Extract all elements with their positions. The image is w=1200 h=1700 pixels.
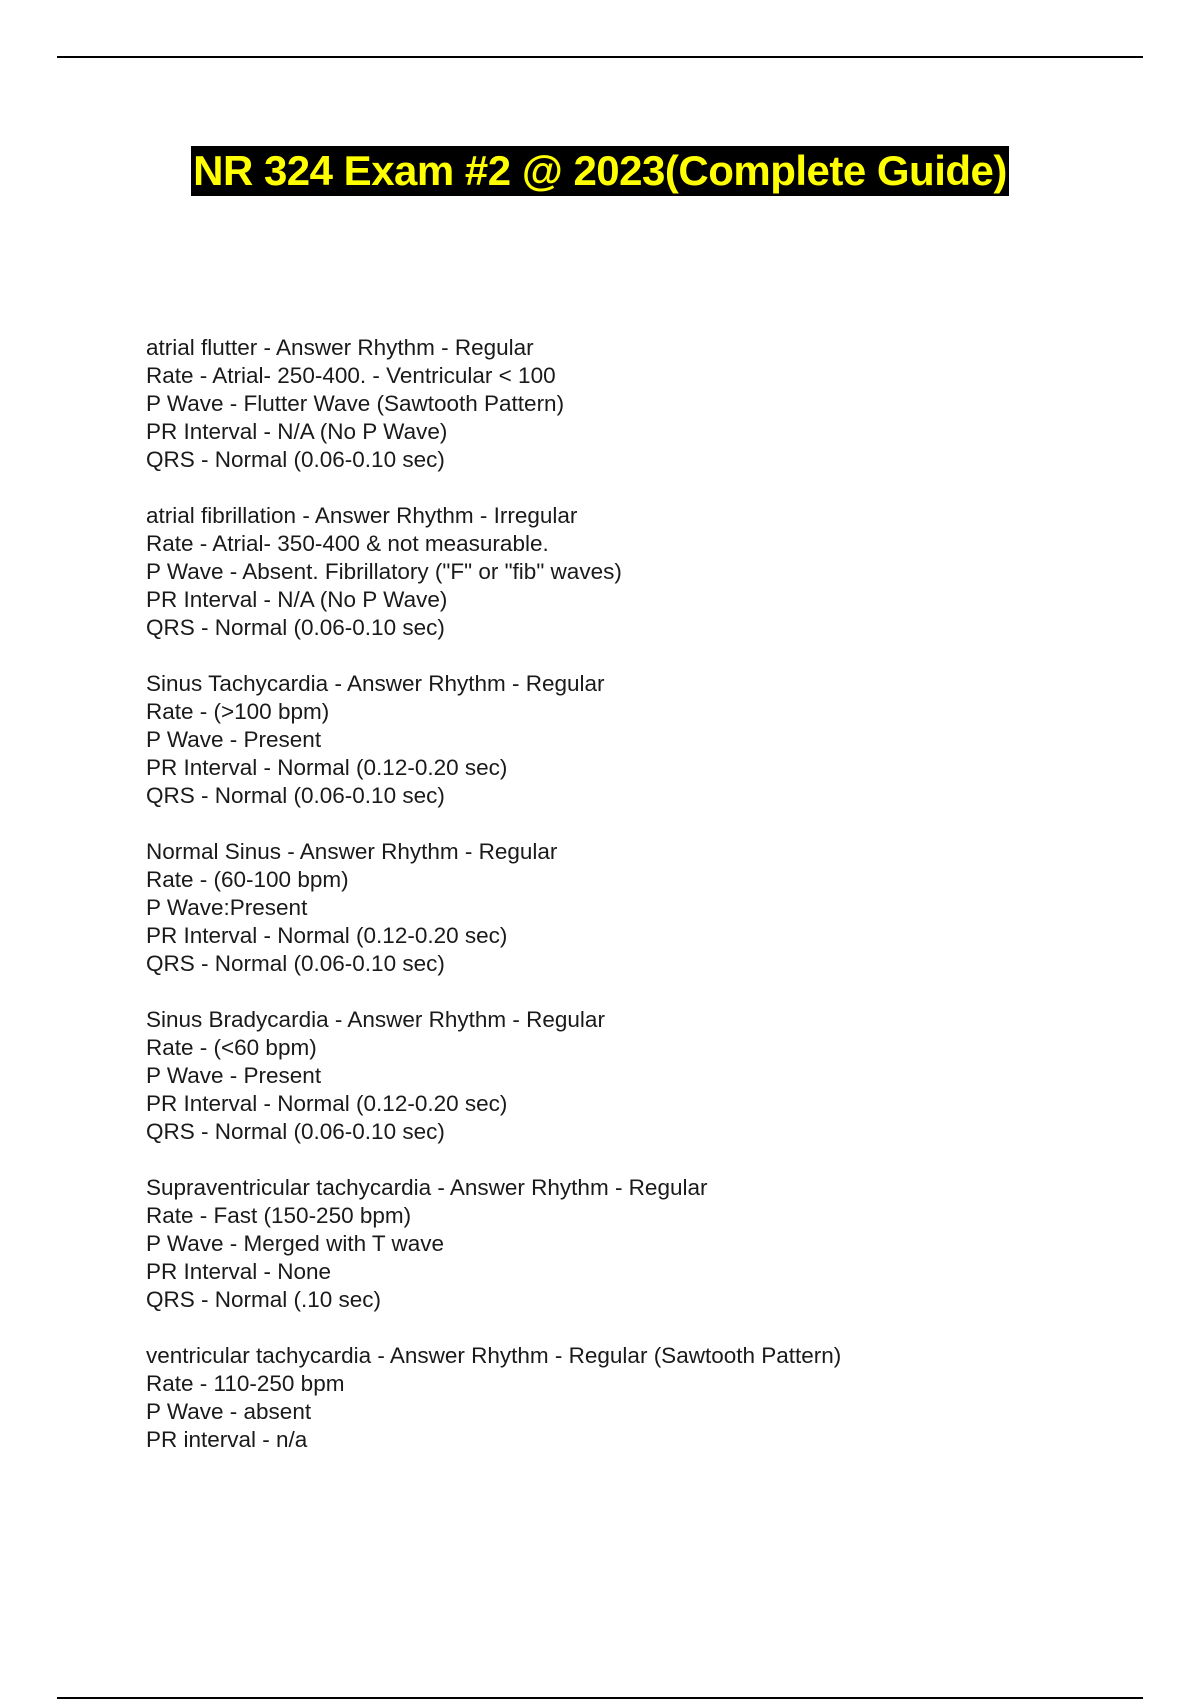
entry-line: ventricular tachycardia - Answer Rhythm - Regular (Sawtooth Pattern) bbox=[146, 1343, 842, 1368]
entry-supraventricular-tachycardia bbox=[146, 1174, 1146, 1314]
entry-ventricular-tachycardia bbox=[146, 1342, 1146, 1454]
entry-line: P Wave - absent bbox=[146, 1399, 312, 1424]
entry-line: Rate - (>100 bpm) bbox=[146, 699, 330, 724]
entry-line: QRS - Normal (0.06-0.10 sec) bbox=[146, 615, 445, 640]
entry-line: PR Interval - Normal (0.12-0.20 sec) bbox=[146, 755, 508, 780]
entry-line: QRS - Normal (0.06-0.10 sec) bbox=[146, 1119, 445, 1144]
entry-line: P Wave - Flutter Wave (Sawtooth Pattern) bbox=[146, 391, 565, 416]
entry-line: QRS - Normal (0.06-0.10 sec) bbox=[146, 783, 445, 808]
entry-line: Normal Sinus - Answer Rhythm - Regular bbox=[146, 839, 558, 864]
entry-line: QRS - Normal (0.06-0.10 sec) bbox=[146, 447, 445, 472]
entry-line: PR Interval - N/A (No P Wave) bbox=[146, 419, 448, 444]
top-rule bbox=[57, 56, 1143, 58]
page-title: NR 324 Exam #2 @ 2023(Complete Guide) bbox=[193, 147, 1007, 194]
entry-line: atrial flutter - Answer Rhythm - Regular bbox=[146, 335, 534, 360]
entry-atrial-flutter bbox=[146, 334, 1146, 474]
title-block bbox=[0, 146, 1200, 196]
entry-line: PR Interval - Normal (0.12-0.20 sec) bbox=[146, 1091, 508, 1116]
entry-line: PR interval - n/a bbox=[146, 1427, 308, 1452]
entry-line: Sinus Bradycardia - Answer Rhythm - Regular bbox=[146, 1007, 605, 1032]
bottom-rule bbox=[57, 1697, 1143, 1699]
entry-line: Rate - Atrial- 250-400. - Ventricular < 100 bbox=[146, 363, 556, 388]
entry-line: PR Interval - None bbox=[146, 1259, 332, 1284]
entry-line: QRS - Normal (.10 sec) bbox=[146, 1287, 382, 1312]
entry-line: Rate - Fast (150-250 bpm) bbox=[146, 1203, 412, 1228]
entry-line: atrial fibrillation - Answer Rhythm - Irregular bbox=[146, 503, 578, 528]
entry-line: Rate - (60-100 bpm) bbox=[146, 867, 349, 892]
entry-line: P Wave - Present bbox=[146, 727, 322, 752]
entry-line: P Wave - Present bbox=[146, 1063, 322, 1088]
entry-sinus-tachycardia bbox=[146, 670, 1146, 810]
entry-sinus-bradycardia bbox=[146, 1006, 1146, 1146]
entry-line: Rate - (<60 bpm) bbox=[146, 1035, 317, 1060]
document-body bbox=[146, 334, 1146, 1482]
entry-line: Rate - Atrial- 350-400 & not measurable. bbox=[146, 531, 549, 556]
entry-line: Rate - 110-250 bpm bbox=[146, 1371, 345, 1396]
entry-atrial-fibrillation bbox=[146, 502, 1146, 642]
entry-line: P Wave - Merged with T wave bbox=[146, 1231, 445, 1256]
entry-line: P Wave:Present bbox=[146, 895, 308, 920]
entry-line: Supraventricular tachycardia - Answer Rhythm - Regular bbox=[146, 1175, 708, 1200]
entry-line: P Wave - Absent. Fibrillatory ("F" or "fib" waves) bbox=[146, 559, 622, 584]
entry-line: PR Interval - N/A (No P Wave) bbox=[146, 587, 448, 612]
entry-normal-sinus bbox=[146, 838, 1146, 978]
entry-line: Sinus Tachycardia - Answer Rhythm - Regular bbox=[146, 671, 605, 696]
entry-line: QRS - Normal (0.06-0.10 sec) bbox=[146, 951, 445, 976]
entry-line: PR Interval - Normal (0.12-0.20 sec) bbox=[146, 923, 508, 948]
